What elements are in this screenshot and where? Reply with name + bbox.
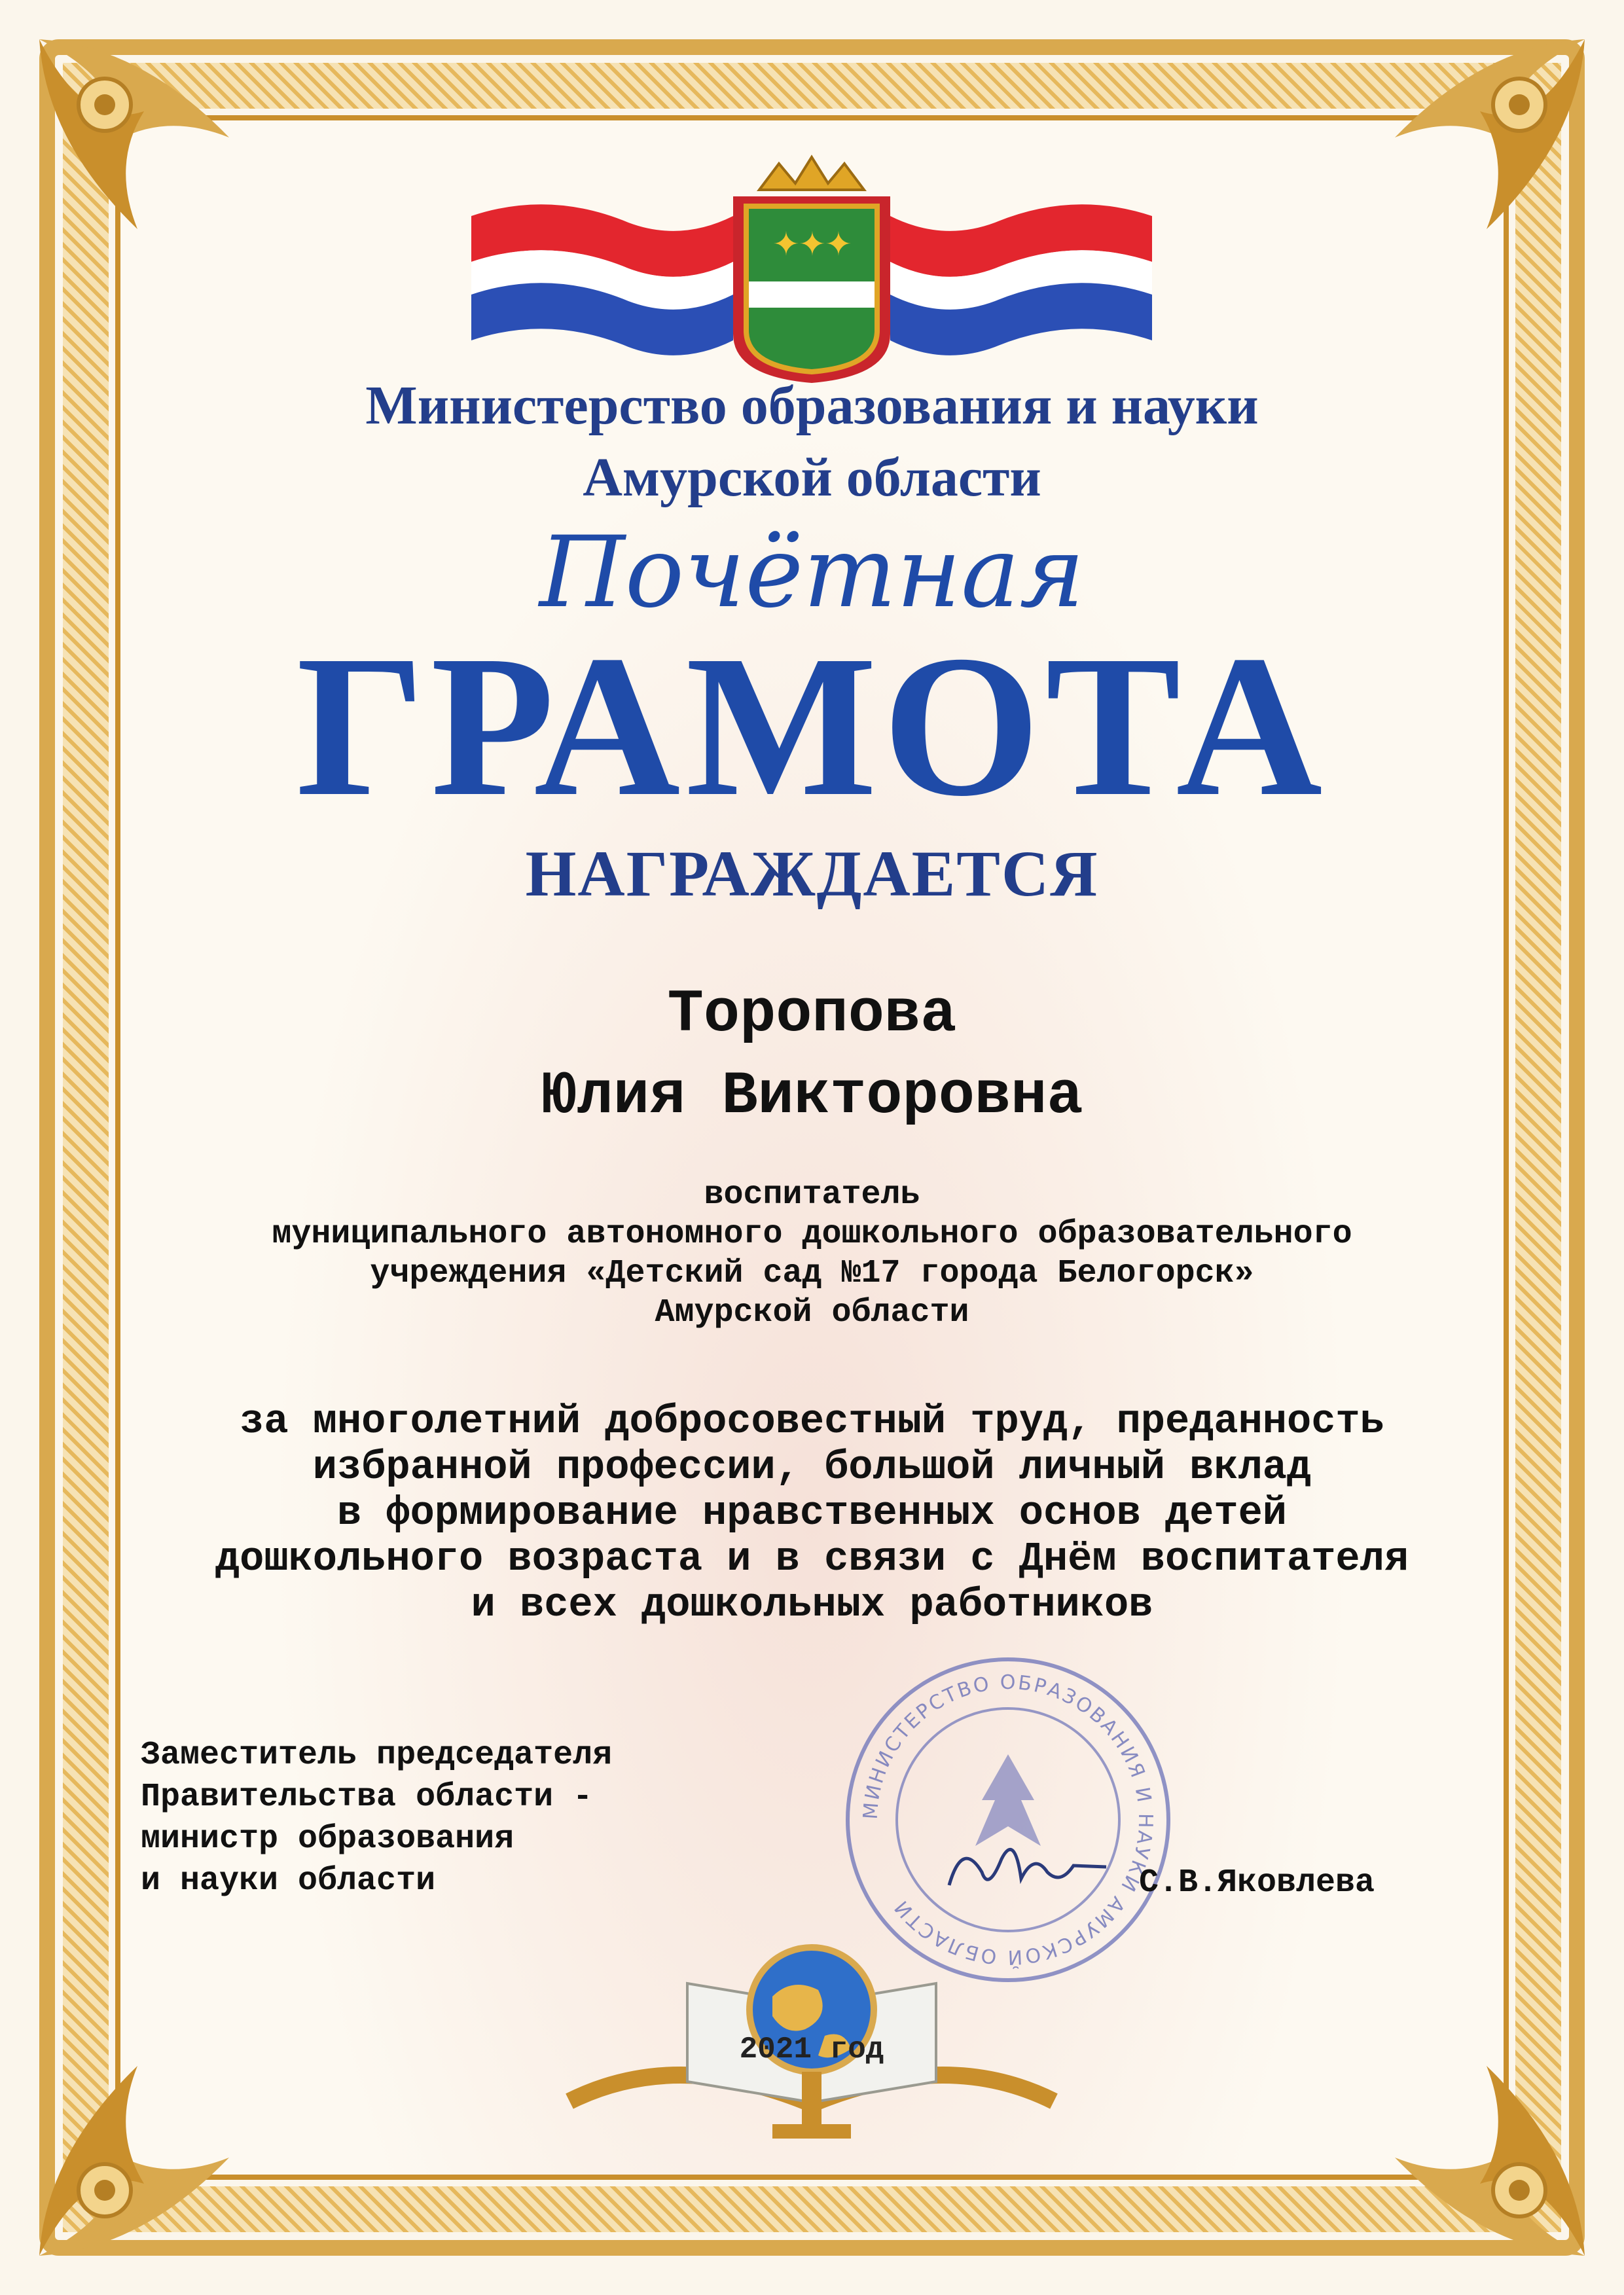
reason-line: и всех дошкольных работников bbox=[471, 1581, 1153, 1628]
corner-ornament-icon bbox=[33, 33, 249, 249]
recipient-name-patronymic: Юлия Викторовна bbox=[541, 1062, 1083, 1130]
award-year: 2021 год bbox=[739, 2033, 884, 2067]
title-certificate: ГРАМОТА bbox=[296, 614, 1328, 839]
svg-text:✦: ✦ bbox=[825, 225, 852, 263]
signatory-name: С.В.Яковлева bbox=[1139, 1864, 1375, 1902]
reason-line: за многолетний добросовестный труд, преданность bbox=[240, 1398, 1384, 1445]
position-line: Амурской области bbox=[655, 1294, 969, 1331]
amur-region-emblem-icon bbox=[471, 151, 1152, 386]
title-honorary: Почётная bbox=[539, 516, 1085, 630]
reason-line: избранной профессии, большой личный вклад bbox=[312, 1444, 1312, 1491]
signatory-title-line: и науки области bbox=[141, 1862, 436, 1900]
corner-ornament-icon bbox=[1375, 2046, 1591, 2262]
position-line: учреждения «Детский сад №17 города Белогорск» bbox=[370, 1255, 1254, 1292]
reason-line: дошкольного возраста и в связи с Днём воспитателя bbox=[215, 1536, 1409, 1582]
recipient-surname: Торопова bbox=[667, 980, 957, 1049]
corner-ornament-icon bbox=[33, 2046, 249, 2262]
title-awarded: НАГРАЖДАЕТСЯ bbox=[525, 837, 1099, 910]
signatory-title-line: Заместитель председателя bbox=[141, 1737, 613, 1774]
signatory-title-line: Правительства области - bbox=[141, 1779, 593, 1816]
corner-ornament-icon bbox=[1375, 33, 1591, 249]
svg-text:✦: ✦ bbox=[799, 225, 826, 263]
signatory-title-line: министр образования bbox=[141, 1820, 514, 1858]
handwritten-signature-icon bbox=[943, 1826, 1113, 1905]
ministry-name-line1: Министерство образования и науки bbox=[365, 375, 1259, 436]
position-line: муниципального автономного дошкольного образовательного bbox=[272, 1216, 1352, 1253]
position-line: воспитатель bbox=[704, 1176, 920, 1214]
ministry-name-line2: Амурской области bbox=[583, 447, 1041, 508]
reason-line: в формирование нравственных основ детей bbox=[336, 1490, 1288, 1536]
svg-text:✦: ✦ bbox=[772, 225, 800, 263]
stamp-text: МИНИСТЕРСТВО ОБРАЗОВАНИЯ И НАУКИ АМУРСКОЙ ОБЛАСТИ bbox=[859, 1671, 1157, 1969]
